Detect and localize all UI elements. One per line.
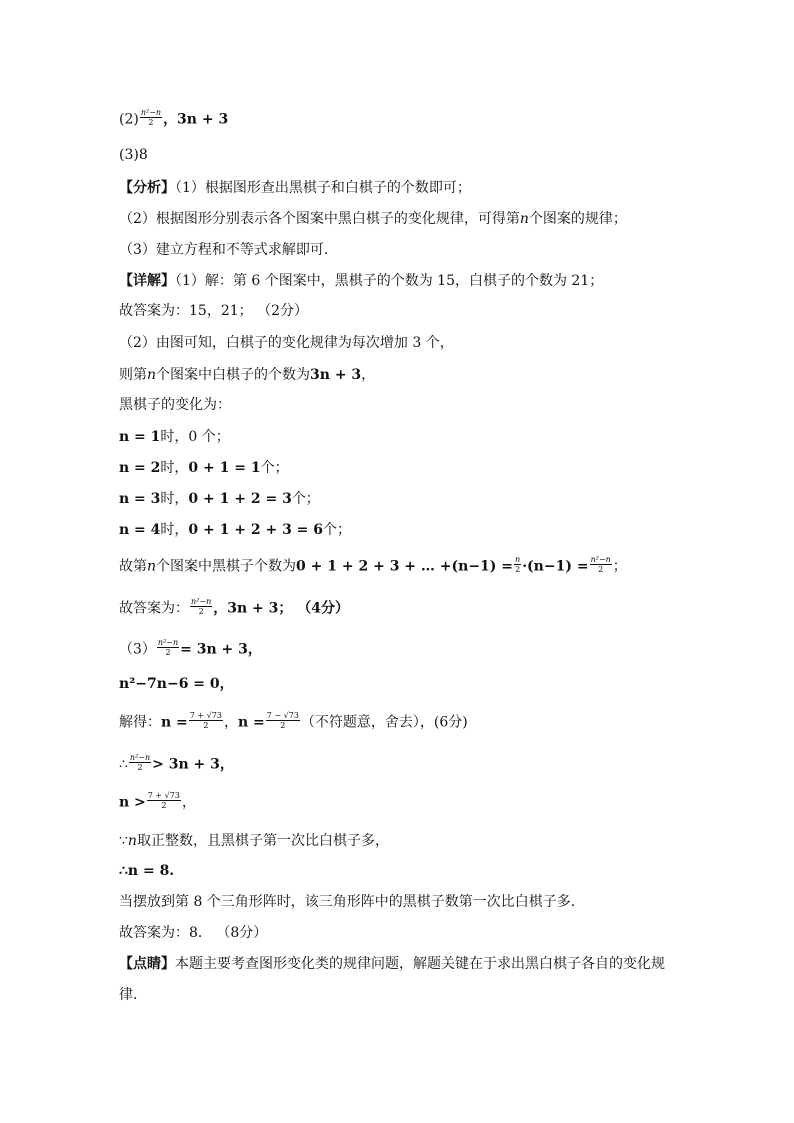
- math-expression: > 3n + 3，: [152, 756, 234, 773]
- detail-line-6: [119, 428, 679, 446]
- fraction: [189, 711, 223, 730]
- detail-line-13: n²−7n−6 = 0，: [119, 676, 234, 692]
- detail-line-14: [119, 713, 679, 732]
- text: 时，: [160, 522, 189, 538]
- detail-line-7: [119, 459, 679, 477]
- fraction-numerator: n²−n: [590, 555, 611, 564]
- fraction-denominator: 2: [165, 648, 171, 657]
- answer-part-3: (3)8: [119, 147, 148, 163]
- text: 个；: [260, 460, 289, 476]
- text: 时，0 个；: [160, 429, 230, 445]
- fraction: [140, 108, 162, 127]
- detail-line-4: [119, 366, 679, 384]
- comment-line-2: 律．: [119, 987, 147, 1003]
- fraction-numerator: 7 − √73: [266, 711, 299, 720]
- math-expression: ，3n + 3: [163, 111, 229, 128]
- detail-line-11: [119, 599, 679, 618]
- text: ，: [223, 714, 238, 731]
- fraction: [147, 791, 181, 810]
- fraction-numerator: n²−n: [140, 108, 162, 117]
- detail-line-3: （2）由图可知，白棋子的变化规律为每次增加 3 个，: [119, 335, 454, 351]
- detail-line-16: [119, 793, 679, 812]
- comment-line-1: [119, 955, 679, 973]
- detail-line-8: [119, 490, 679, 508]
- detail-tag: 【详解】: [119, 273, 175, 289]
- fraction-numerator: 7 + √73: [147, 791, 180, 800]
- math-expression: n = 4: [119, 522, 161, 538]
- fraction-denominator: 2: [598, 565, 604, 574]
- analysis-line-2: [119, 210, 679, 228]
- fraction: [129, 753, 151, 772]
- fraction: [266, 711, 300, 730]
- fraction-numerator: 7 + √73: [189, 711, 222, 720]
- comment-tag: 【点睛】: [119, 956, 175, 972]
- text: ；: [612, 558, 627, 575]
- detail-line-5: 黑棋子的变化为：: [119, 397, 231, 413]
- math-expression: 0 + 1 = 1: [188, 460, 261, 476]
- fraction-numerator: n²−n: [157, 638, 179, 647]
- detail-line-2: 故答案为：15，21； （2分）: [119, 303, 308, 319]
- text: ，: [361, 367, 376, 383]
- detail-line-1: [119, 272, 679, 290]
- text: 个图案的规律；: [528, 211, 627, 227]
- math-expression: n =: [161, 714, 188, 731]
- math-variable: n: [127, 833, 137, 849]
- math-expression: 0 + 1 + 2 = 3: [188, 491, 292, 507]
- fraction-denominator: 2: [148, 118, 154, 127]
- math-expression: n = 3: [119, 491, 161, 507]
- detail-line-20: 故答案为：8． （8分）: [119, 925, 268, 941]
- fraction-denominator: 2: [515, 565, 521, 574]
- fraction-denominator: 2: [203, 721, 209, 730]
- text: 故答案为：: [119, 600, 189, 617]
- text: 个；: [323, 522, 352, 538]
- math-expression: n = 2: [119, 460, 161, 476]
- math-expression: n =: [237, 714, 265, 731]
- math-expression: 0 + 1 + 2 + 3 = 6: [188, 522, 324, 538]
- because-symbol: ∵: [119, 833, 128, 849]
- analysis-line-3: （3）建立方程和不等式求解即可．: [119, 242, 338, 258]
- detail-line-17: [119, 832, 679, 850]
- detail-line-18: ∴n = 8.: [119, 863, 175, 879]
- math-expression: ，3n + 3； （4分）: [213, 600, 349, 617]
- math-variable: n: [147, 367, 157, 383]
- text: （3）: [119, 641, 156, 658]
- text: （不符题意，舍去），(6分): [300, 714, 468, 731]
- math-expression: 0 + 1 + 2 + 3 + … +(n−1) =: [296, 558, 514, 575]
- fraction-denominator: 2: [161, 801, 167, 810]
- text: 则第: [119, 367, 147, 383]
- fraction-denominator: 2: [137, 763, 143, 772]
- text: 故第: [119, 558, 147, 575]
- math-expression: n = 1: [119, 429, 161, 445]
- fraction-numerator: n²−n: [191, 597, 212, 606]
- fraction-numerator: n²−n: [129, 753, 151, 762]
- text: ，: [181, 794, 196, 811]
- detail-line-15: [119, 755, 679, 774]
- answer-part-2: [119, 110, 679, 129]
- fraction-numerator: n: [515, 555, 521, 564]
- math-expression: = 3n + 3，: [180, 641, 262, 658]
- math-expression: 3n + 3: [310, 367, 362, 383]
- text: 个；: [291, 491, 320, 507]
- detail-line-12: [119, 640, 679, 659]
- fraction: [157, 638, 179, 657]
- text: 时，: [160, 491, 189, 507]
- analysis-line-1: [119, 179, 679, 197]
- math-expression: n >: [119, 794, 146, 811]
- fraction: [590, 555, 612, 574]
- analysis-tag: 【分析】: [119, 180, 175, 196]
- math-variable: n: [147, 558, 157, 575]
- fraction-denominator: 2: [198, 607, 204, 616]
- detail-line-9: [119, 521, 679, 539]
- therefore-symbol: ∴: [119, 756, 128, 773]
- detail-line-10: [119, 557, 679, 576]
- fraction-denominator: 2: [280, 721, 286, 730]
- text: 本题主要考查图形变化类的规律问题，解题关键在于求出黑白棋子各自的变化规: [175, 956, 665, 972]
- part-label: (2): [119, 111, 139, 128]
- math-expression: ·(n−1) =: [522, 558, 589, 575]
- fraction: [514, 555, 521, 574]
- math-variable: n: [519, 211, 529, 227]
- text: 时，: [160, 460, 189, 476]
- text: （2）根据图形分别表示各个图案中黑白棋子的变化规律，可得第: [119, 211, 520, 227]
- text: 个图案中黑棋子个数为: [156, 558, 297, 575]
- text: 取正整数，且黑棋子第一次比白棋子多，: [136, 833, 389, 849]
- text: 解得：: [119, 714, 161, 731]
- detail-line-19: 当摆放到第 8 个三角形阵时，该三角形阵中的黑棋子数第一次比白棋子多．: [119, 894, 585, 910]
- text: 个图案中白棋子的个数为: [156, 367, 311, 383]
- text: （1）根据图形查出黑棋子和白棋子的个数即可；: [175, 180, 471, 196]
- text: （1）解：第 6 个图案中，黑棋子的个数为 15，白棋子的个数为 21；: [175, 273, 604, 289]
- fraction: [190, 597, 212, 616]
